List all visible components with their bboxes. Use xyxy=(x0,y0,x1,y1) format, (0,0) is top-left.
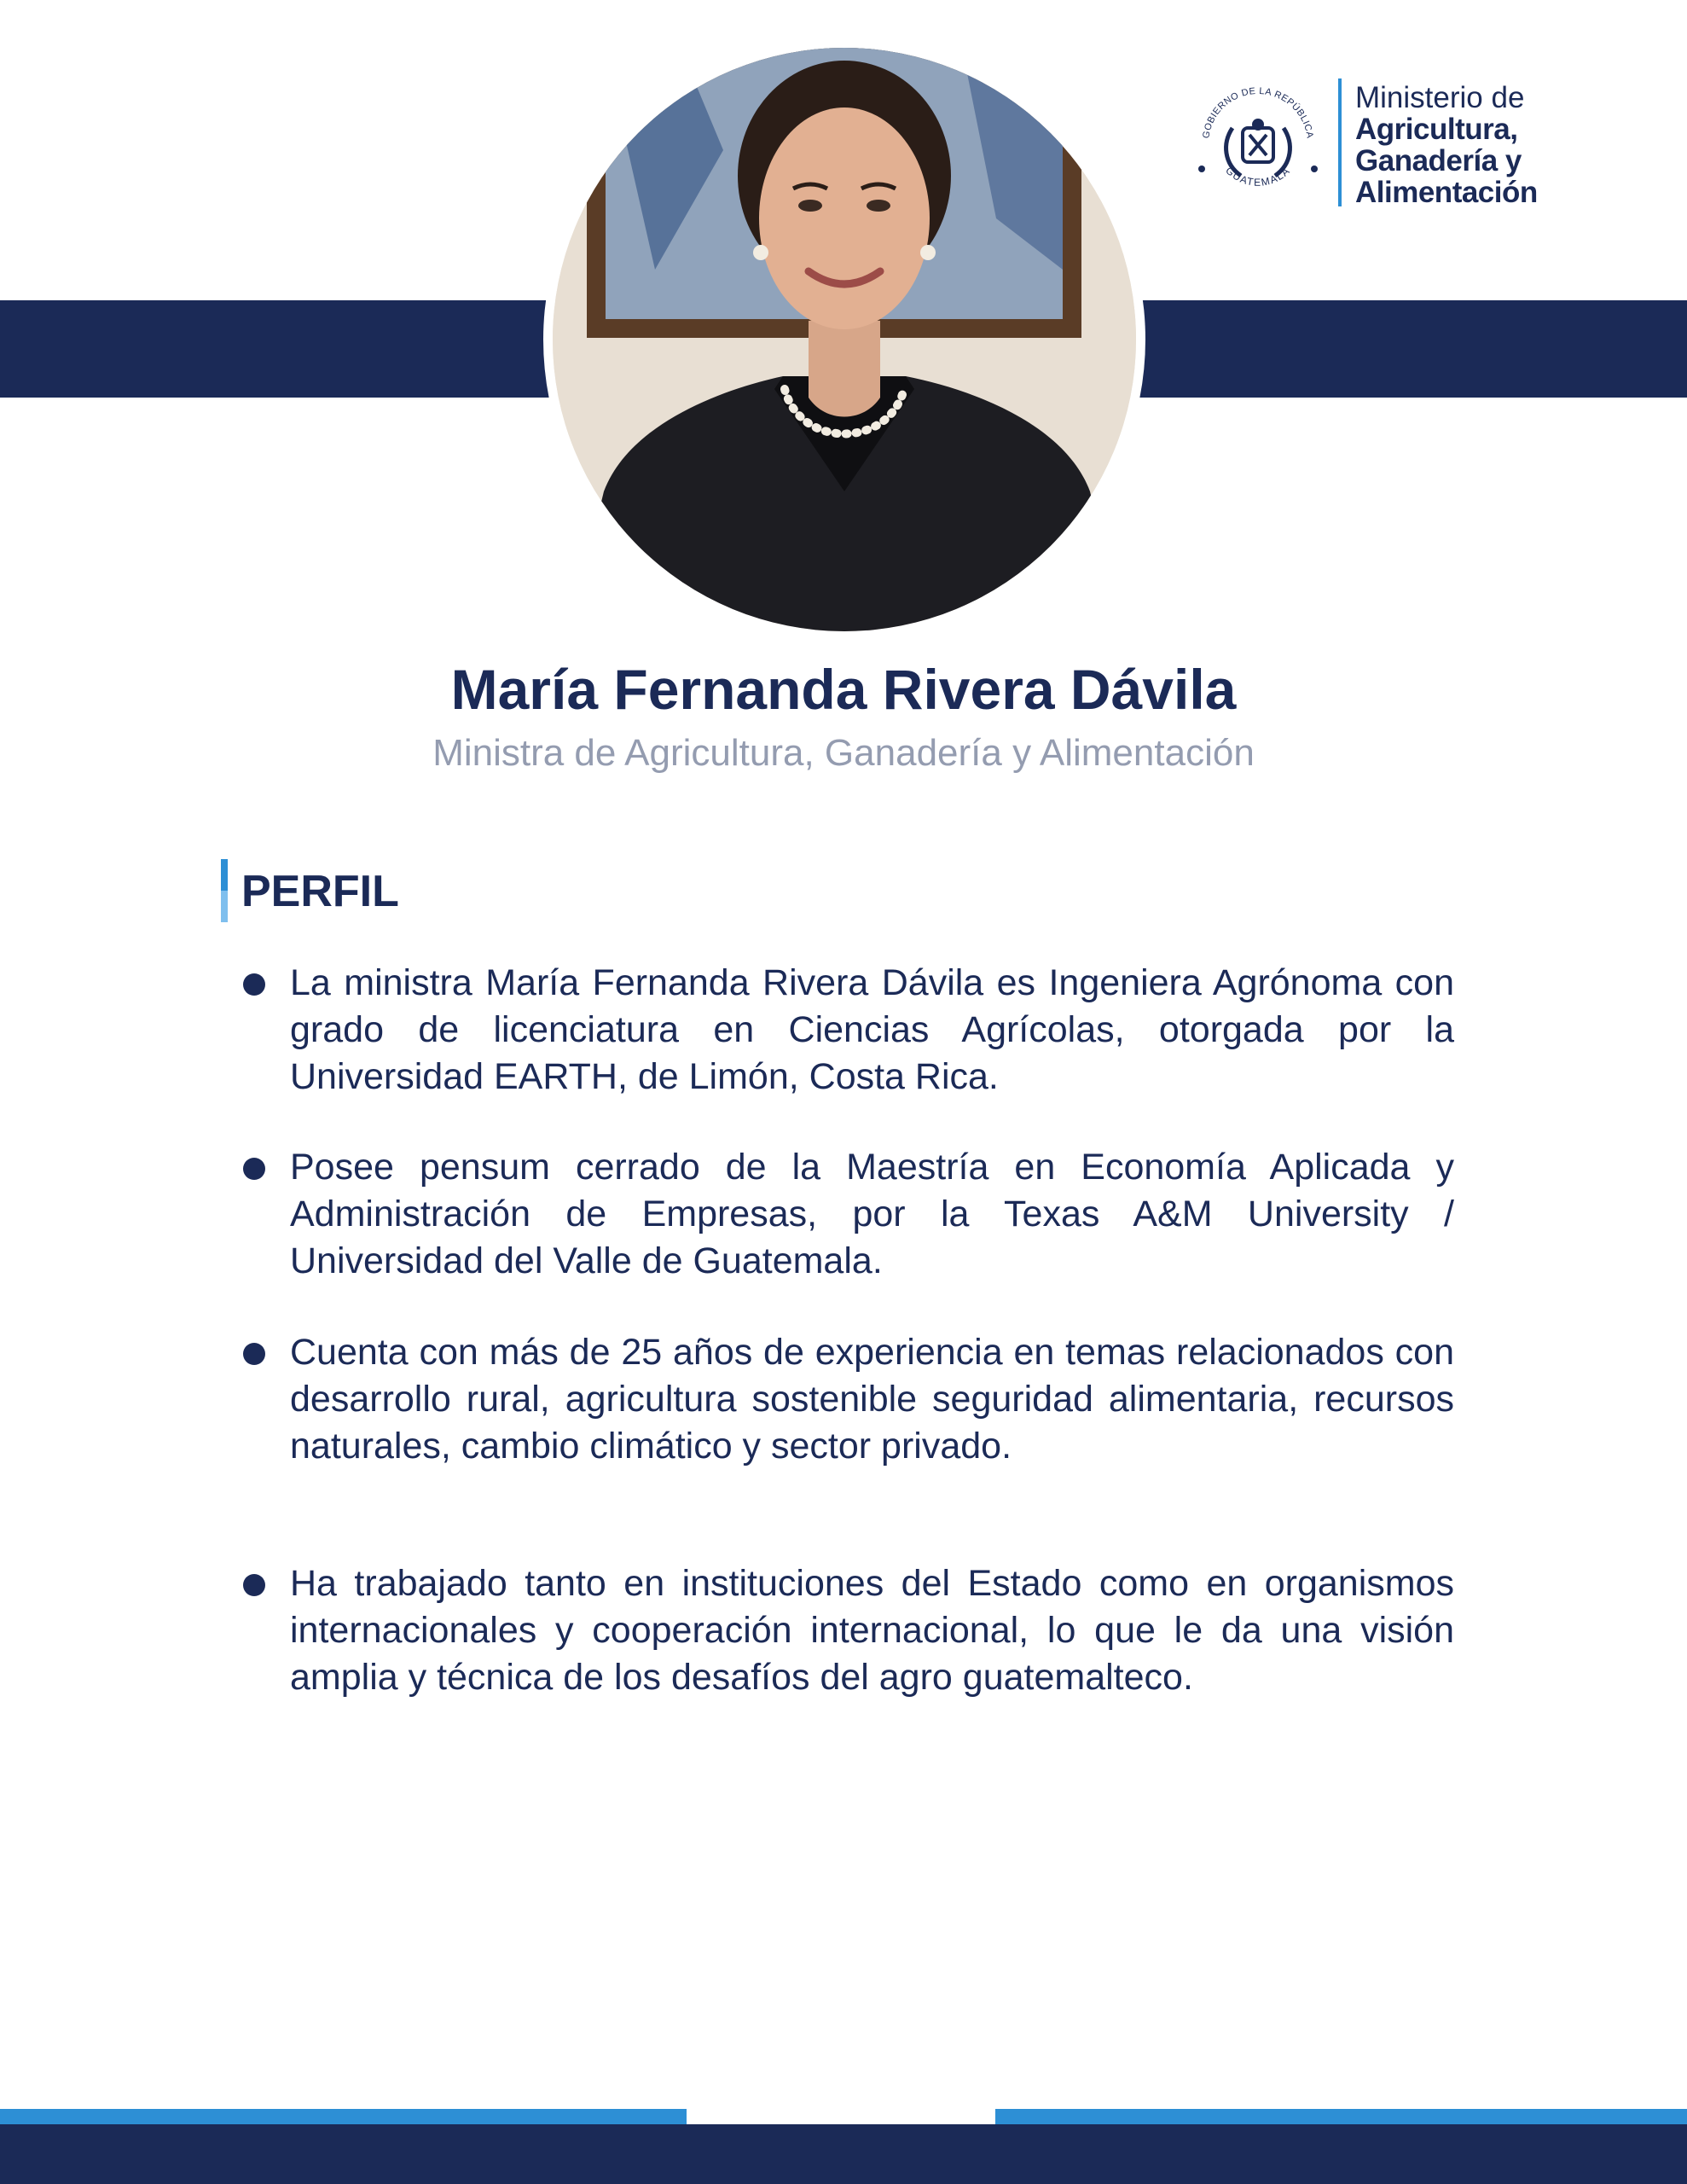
profile-photo xyxy=(543,38,1145,641)
seal-top-text: GOBIERNO DE LA REPÚBLICA xyxy=(1201,85,1315,140)
ministry-line2: Agricultura, xyxy=(1355,113,1518,146)
footer-band xyxy=(0,2124,1687,2184)
profile-photo-frame xyxy=(553,48,1136,631)
ministry-logo xyxy=(1190,68,1557,222)
logo-divider xyxy=(1338,78,1342,206)
bullet-dot-icon xyxy=(243,1158,265,1180)
ministry-line4: Alimentación xyxy=(1355,176,1538,209)
person-role: Ministra de Agricultura, Ganadería y Alimentación xyxy=(432,732,1255,774)
ministry-line1: Ministerio de xyxy=(1355,81,1525,114)
list-item-text: Posee pensum cerrado de la Maestría en Economía Aplicada y Administración de Empresas, por la Texas A&M University / Universidad del Valle de Guatemala. xyxy=(290,1147,1454,1281)
section-title: PERFIL xyxy=(241,867,399,916)
seal-bottom-text: GUATEMALA xyxy=(1223,164,1293,189)
bullet-dot-icon xyxy=(243,973,265,996)
guatemala-coat-of-arms-icon xyxy=(1190,75,1326,212)
person-name: María Fernanda Rivera Dávila xyxy=(450,658,1237,721)
section-marker xyxy=(221,859,228,922)
footer-stripe-gap xyxy=(687,2109,995,2124)
list-item-text: La ministra María Fernanda Rivera Dávila es Ingeniera Agrónoma con grado de licenciatura en Ciencias Agrícolas, otorgada por la Universidad EARTH, de Limón, Costa Rica. xyxy=(290,962,1454,1097)
list-item-text: Ha trabajado tanto en instituciones del Estado como en organismos internacionales y cooperación internacional, lo que le da una visión amplia y técnica de los desafíos del agro guatemalteco. xyxy=(290,1563,1454,1698)
portrait-illustration xyxy=(553,48,1136,631)
bullet-dot-icon xyxy=(243,1574,265,1596)
bullet-dot-icon xyxy=(243,1343,265,1365)
list-item-text: Cuenta con más de 25 años de experiencia en temas relacionados con desarrollo rural, agricultura sostenible seguridad alimentaria, recursos naturales, cambio climático y sector privado. xyxy=(290,1332,1454,1467)
ministry-name xyxy=(1355,82,1560,208)
ministry-line3: Ganadería y xyxy=(1355,144,1522,177)
